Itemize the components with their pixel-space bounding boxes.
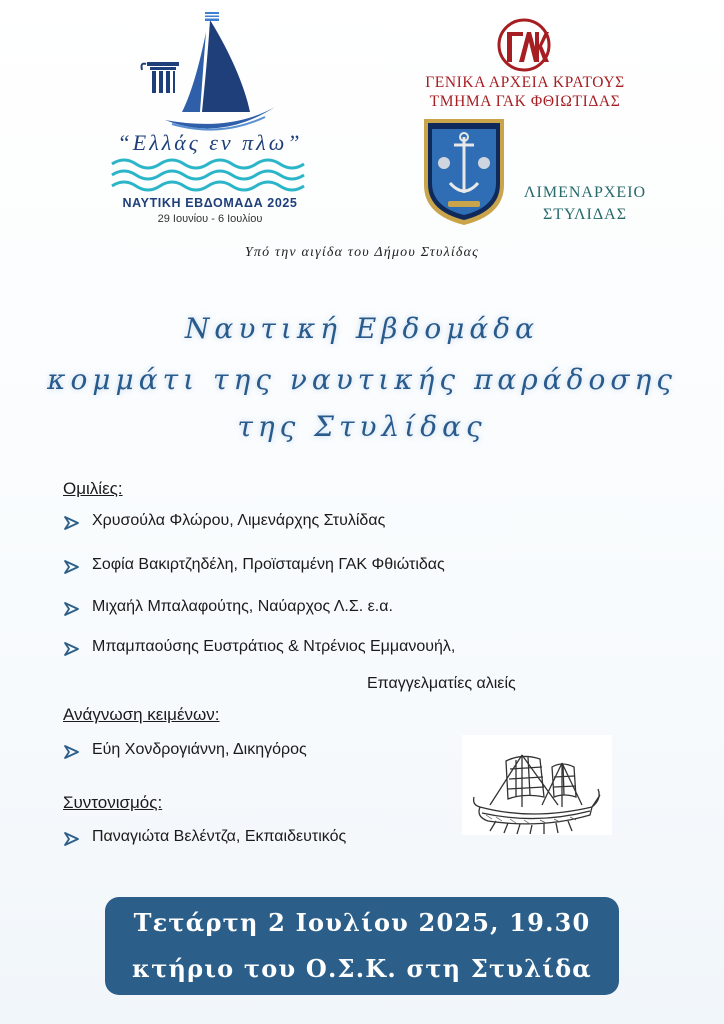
port-line-2: ΣΤΥΛΙΔΑΣ [542,206,628,223]
talks-heading: Ομιλίες: [63,479,123,498]
logo-title: ΝΑΥΤΙΚΗ ΕΒΔΟΜΑΔΑ 2025 [122,196,298,210]
main-title-line-1: Ναυτική Εβδομάδα [184,312,540,345]
arrow-bullet-icon [63,831,81,847]
arrow-bullet-icon [63,744,81,760]
talk-3: Μιχαήλ Μπαλαφούτης, Ναύαρχος Λ.Σ. ε.α. [92,598,393,615]
logo-motto: “Ελλάς εν πλω” [117,130,303,155]
waves-icon [112,160,304,190]
arrow-bullet-icon [63,515,81,531]
gak-line-1: ΓΕΝΙΚΑ ΑΡΧΕΙΑ ΚΡΑΤΟΥΣ [425,74,625,91]
arrow-bullet-icon [63,641,81,657]
gak-line-2: ΤΜΗΜΑ ΓΑΚ ΦΘΙΩΤΙΔΑΣ [429,93,621,110]
main-title-line-3: της Στυλίδας [237,410,487,443]
list-item [0,828,450,850]
reading-1: Εύη Χονδρογιάννη, Δικηγόρος [92,741,307,758]
coast-guard-emblem-icon [420,115,508,227]
port-line-1: ΛΙΜΕΝΑΡΧΕΙΟ [523,184,647,201]
main-title-line-2: κομμάτι της ναυτικής παράδοσης [47,363,677,396]
talk-4: Μπαμπαούσης Ευστράτιος & Ντρένιος Εμμανουήλ, [92,638,456,655]
arrow-bullet-icon [63,601,81,617]
main-sail-icon [202,20,250,112]
list-item [0,512,724,534]
list-item [0,638,724,660]
gak-logo-icon [497,18,551,72]
list-item [0,556,724,578]
talk-4-continuation: Επαγγελματίες αλιείς [367,675,516,692]
talk-1: Χρυσούλα Φλώρου, Λιμενάρχης Στυλίδας [92,512,386,529]
front-sail-icon [182,32,206,112]
reading-heading: Ανάγνωση κειμένων: [63,705,220,724]
list-item [0,741,450,763]
talk-2: Σοφία Βακιρτζηδέλη, Προϊσταμένη ΓΑΚ Φθιώτιδας [92,556,445,573]
flag-icon [205,12,219,21]
list-item [0,598,724,620]
event-date-time: Τετάρτη 2 Ιουλίου 2025, 19.30 [133,908,591,937]
arrow-bullet-icon [63,559,81,575]
column-icon [142,62,180,93]
coordination-1: Παναγιώτα Βελέντζα, Εκπαιδευτικός [92,828,347,845]
logo-dates: 29 Ιουνίου - 6 Ιουλίου [157,213,263,225]
coordination-heading: Συντονισμός: [63,793,163,812]
ancient-ship-illustration-icon [462,735,612,835]
aegis-text: Υπό την αιγίδα του Δήμου Στυλίδας [244,245,480,260]
event-venue: κτήριο του Ο.Σ.Κ. στη Στυλίδα [132,954,592,983]
